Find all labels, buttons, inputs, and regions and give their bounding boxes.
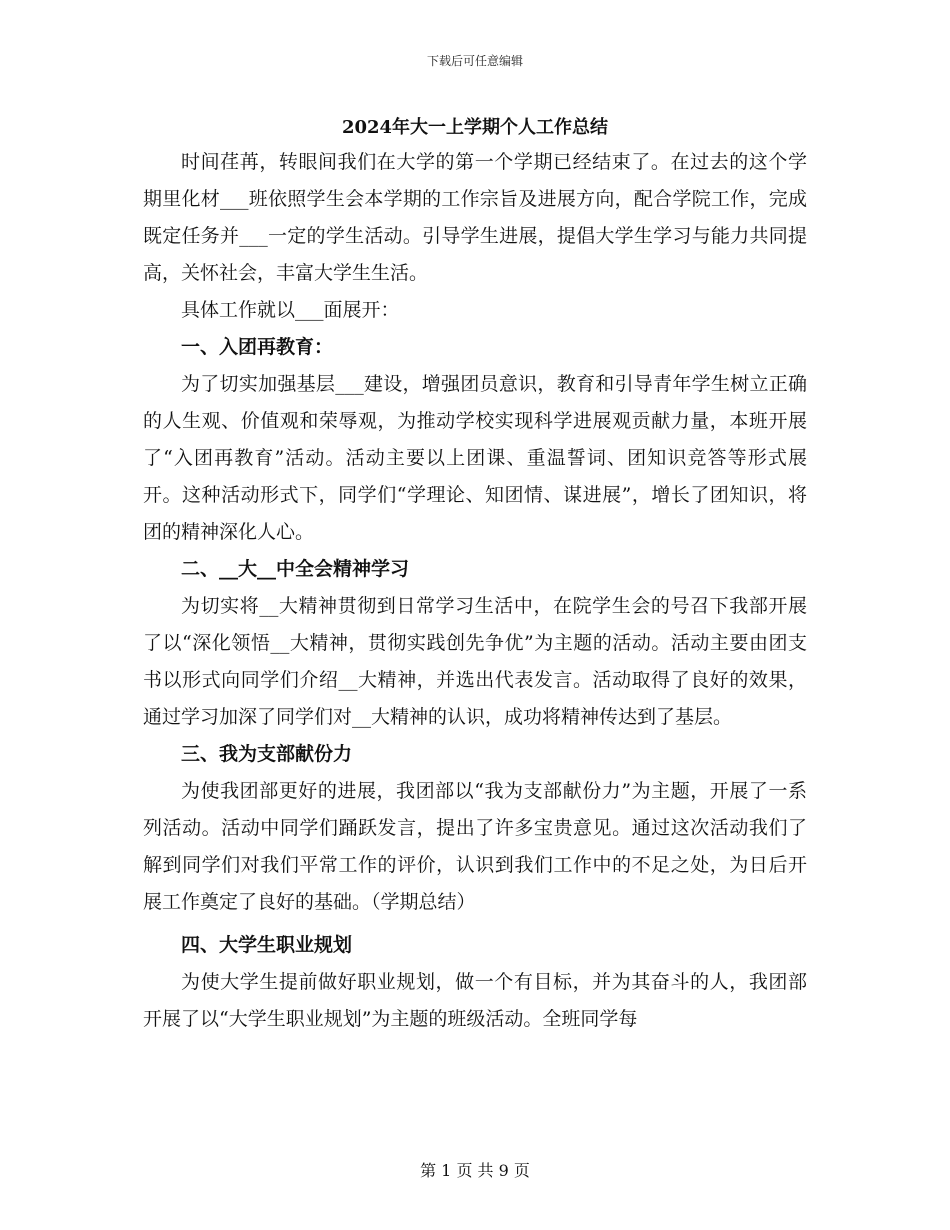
intro-paragraph: 时间荏苒，转眼间我们在大学的第一个学期已经结束了。在过去的这个学期里化材___班依照学生会本学期的工作宗旨及进展方向，配合学院工作，完成既定任务并___一定的学生活动。引导学生进展，提倡大学生学习与能力共同提高，关怀社会，丰富大学生生活。 — [143, 151, 807, 284]
section-heading-4: 四、大学生职业规划 — [181, 934, 353, 956]
section-body-4: 为使大学生提前做好职业规划，做一个有目标，并为其奋斗的人，我团部开展了以“大学生职业规划”为主题的班级活动。全班同学每 — [143, 971, 807, 1030]
document-title: 2024年大一上学期个人工作总结 — [341, 117, 609, 138]
section-body-1: 为了切实加强基层___建设，增强团员意识，教育和引导青年学生树立正确的人生观、价值观和荣辱观，为推动学校实现科学进展观贡献力量，本班开展了“入团再教育”活动。活动主要以上团课、重温誓词、团知识竞答等形式展开。这种活动形式下，同学们“学理论、知团情、谋进展”，增长了团知识，将团的精神深化人心。 — [143, 373, 807, 543]
section-heading-2: 二、__大__中全会精神学习 — [181, 558, 410, 580]
section-body-2: 为切实将__大精神贯彻到日常学习生活中，在院学生会的号召下我部开展了以“深化领悟__大精神，贯彻实践创先争优”为主题的活动。活动主要由团支书以形式向同学们介绍__大精神，并选出代表发言。活动取得了良好的效果，通过学习加深了同学们对__大精神的认识，成功将精神传达到了基层。 — [143, 595, 807, 728]
page-number-footer: 第 1 页 共 9 页 — [420, 1161, 530, 1180]
section-heading-3: 三、我为支部献份力 — [181, 743, 353, 765]
section-body-3: 为使我团部更好的进展，我团部以“我为支部献份力”为主题，开展了一系列活动。活动中同学们踊跃发言，提出了许多宝贵意见。通过这次活动我们了解到同学们对我们平常工作的评价，认识到我们工作中的不足之处，为日后开展工作奠定了良好的基础。（学期总结） — [143, 780, 807, 913]
section-heading-1: 一、入团再教育： — [181, 336, 334, 358]
header-note: 下载后可任意编辑 — [426, 54, 523, 68]
document-body — [143, 112, 807, 1038]
intro-paragraph-2: 具体工作就以___面展开： — [181, 299, 400, 321]
